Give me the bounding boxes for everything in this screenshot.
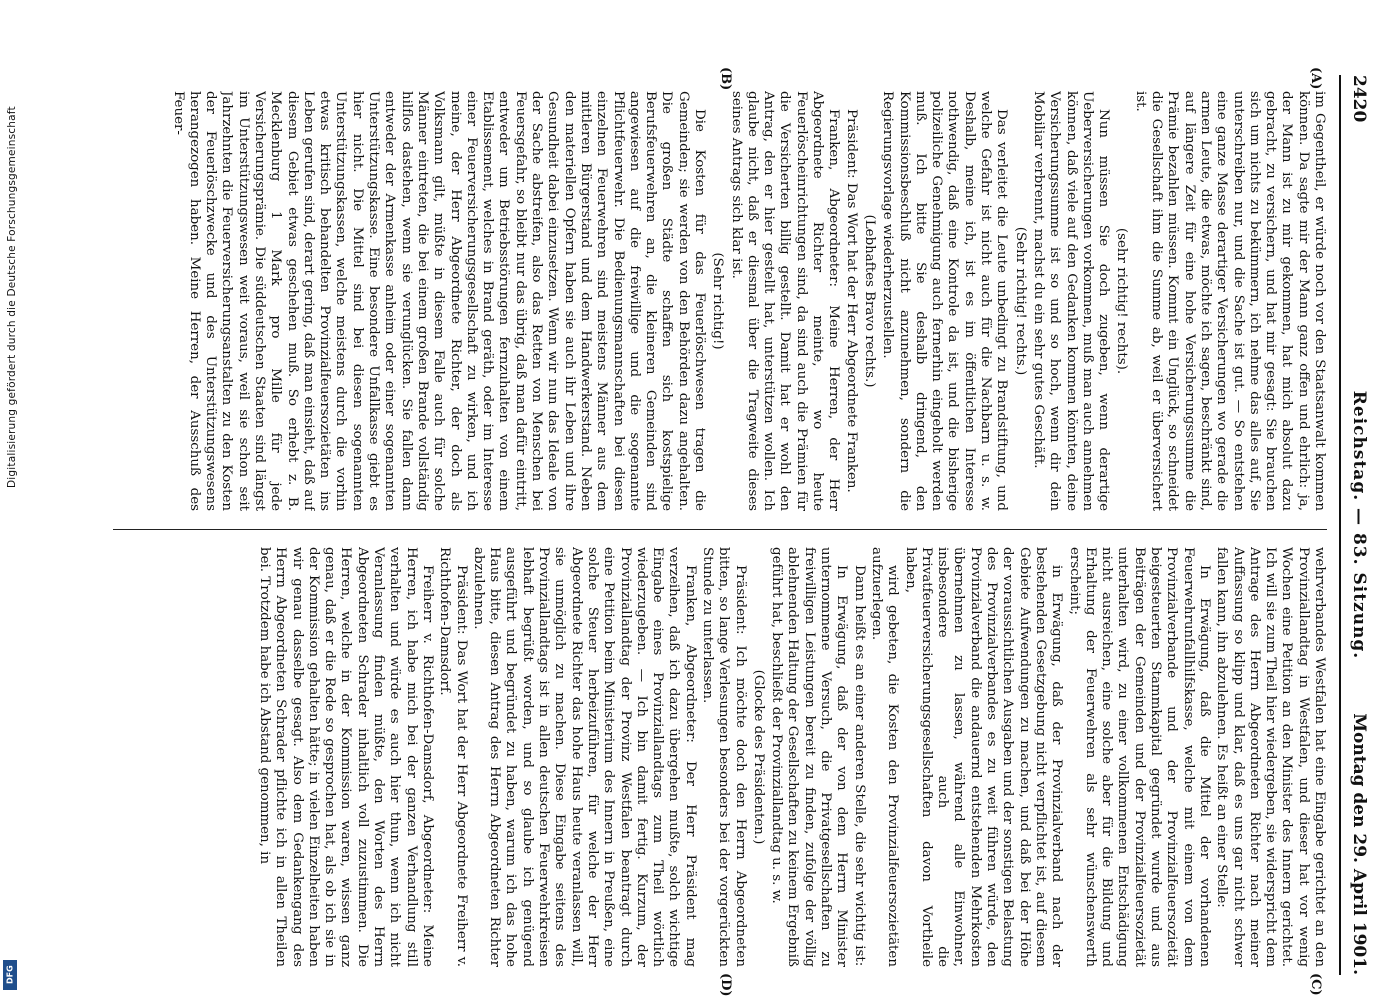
- dfg-logo: DFG: [3, 960, 17, 990]
- margin-marker-d: (D): [718, 973, 733, 997]
- interjection: (Glocke des Präsidenten.): [750, 669, 766, 845]
- quoted-paragraph: in Erwägung, daß der Provinzialverband nach der bestehenden Gesetzgebung nicht verpflichtet ist, auf diesem Gebiete Aufwendungen zu machen, und daß bei der Höhe der voraussichtlichen Ausgaben und der sonstigen Belastung des Provinzialverbandes es zu weit führen würde, den Provinzialverband die andauernd entstehenden Mehrkosten übernehmen zu lassen, während alle Einwohner, insbesondere auch die Privatfeuerversicherungsgesellschaften davon Vortheile haben,: [902, 547, 1065, 967]
- paragraph: Dann heißt es an einer anderen Stelle, die sehr wichtig ist:: [851, 565, 867, 967]
- paragraph: Die Kosten für das Feuerlöschwesen tragen die Gemeinden; sie werden von den Behörden dazu angehalten. Die großen Städte schaffen sich kostspielige Berufsfeuerwehren an, die kleineren Gemeinden sind angewiesen auf die freiwillige und die sogenannte Pflichtfeuerwehr. Die Bedienungsmannschaften bei diesen einzelnen Feuerwehren sind meistens Männer aus dem mittleren Bürgerstand und dem Handwerkerstand. Neben den materiellen Opfern haben sie auch ihr Leben und ihre Gesundheit dabei einzusetzen. Wenn wir nun das Ideale von der Sache abstreifen, also das Retten von Menschen bei Feuersgefahr, so bleibt nur das übrig, daß man dafür eintritt, entweder um Betriebsstörungen fernzuhalten von einem Etablissement, welches in Brand geräth, oder im Interesse einer Feuerversicherungsgesellschaft zu wirken, und ich meine, der Herr Abgeordnete Richter, der doch als Volksmann gilt, müßte in diesem Falle auch für solche Männer eintreten, die bei einem großen Brande vollständig hilflos dastehen, wenn sie verunglücken. Sie fallen dann entweder der Armenkasse anheim oder einer sogenannten Unterstützungskasse. Eine besondere Unfallkasse giebt es hier nicht. Die Mittel sind bei diesen sogenannten Unterstützungskassen, welche meistens durch die vorhin etwas kritisch behandelten Provinzialfeuersozietäten ins Leben gerufen sind, derart gering, daß man einsieht, daß auf diesem Gebiet etwas geschehen muß. So erhebt z. B. Mecklenburg 1 Mark pro Mille für jede Versicherungsprämie. Die süddeutschen Staaten sind längst im Unterstützungswesen weit voraus, weil sie schon seit Jahrzehnten die Feuerversicherungsanstalten zu den Kosten der Feuerlöschzwecke und des Unterstützungswesens herangezogen haben. Meine Herren, der Ausschuß des Feuer-: [170, 91, 708, 511]
- margin-marker-b: (B): [718, 67, 733, 91]
- paragraph: wehrverbandes Westfalen hat eine Eingabe gerichtet an den Provinziallandtag in Westfalen, und dieser hat vor wenig Wochen eine Petition an den Minister des Innern gerichtet. Ich will sie zum Theil hier wiedergeben, sie widerspricht dem Antrage des Herrn Abgeordneten Richter nach meiner Auffassung so klipp und klar, daß es uns gar nicht schwer fallen kann, ihn abzulehnen. Es heißt an einer Stelle:: [1214, 547, 1327, 967]
- margin-marker-a: (A): [1308, 67, 1323, 90]
- interjection: (Lebhaftes Bravo rechts.): [861, 214, 877, 388]
- digitization-credit: Digitalisierung gefördert durch die Deutsche Forschungsgemeinschaft: [6, 106, 18, 488]
- quoted-paragraph: In Erwägung, daß der von dem Herrn Minister unternommene Versuch, die Privatgesellschaften zu freiwilligen Leistungen bereit zu finden, zufolge der völlig ablehnenden Haltung der Gesellschaften zu keinem Ergebniß geführt hat, beschließt der Provinziallandtag u. s. w.: [769, 547, 850, 967]
- margin-marker-c: (C): [1308, 973, 1323, 996]
- interjection: (Sehr richtig! rechts.): [1012, 226, 1028, 376]
- speaker-paragraph: Präsident: Das Wort hat der Herr Abgeordnete Franken.: [843, 109, 859, 493]
- speaker-paragraph: Franken, Abgeordneter: Der Herr Präsident mag verzeihen, daß ich dazu übergehen mußte, solch wichtige Eingabe eines Provinziallandtags zum Theil wörtlich wiederzugeben. — Ich bin damit fertig. Kurzum, der Provinziallandtag der Provinz Westfalen beantragt durch eine Petition beim Ministerium des Innern in Preußen, eine solche Steuer herbeizuführen, für welche der Herr Abgeordnete Richter das hohe Haus heute veranlassen will, sie unmöglich zu machen. Diese Eingabe seitens des Provinziallandtags ist in allen deutschen Feuerwehrkreisen lebhaft begrüßt worden, und so glaube ich genügend ausgeführt und begründet zu haben, warum ich das hohe Haus bitte, diesen Antrag des Herrn Abgeordneten Richter abzulehnen.: [470, 547, 698, 967]
- column-divider: [113, 529, 1327, 530]
- right-column: [113, 547, 1327, 967]
- paragraph: im Gegentheil, er würde noch vor den Staatsanwalt kommen können. Da sagte mir der Mann ganz offen und ehrlich: ja, der Mann ist zu mir gekommen, hat mich absolut dazu gebracht, zu versichern, und hat mir gesagt: Sie brauchen sich um nichts zu bekümmern, ich nehme das alles auf, Sie unterschreiben nur, und die Sache ist gut. — So entstehen eine ganze Masse derartiger Versicherungen wo gerade die armen Leute, die etwas, möchte ich sagen, beschränkt sind, auf längere Zeit für eine hohe Versicherungssumme die Prämie bezahlen müssen. Kommt ein Unglück, so schneidet die Gesellschaft ihm die Summe ab, weil er überversichert ist.: [1132, 91, 1327, 511]
- left-column: [113, 91, 1327, 511]
- speaker-paragraph: Freiherr v. Richthofen-Damsdorf, Abgeordneter: Meine Herren, ich habe mich bei der ganzen Verhandlung still verhalten und würde es auch hier thun, wenn ich nicht Veranlassung finden müßte, den Worten des Herrn Abgeordneten Schrader inhaltlich voll zuzustimmen. Die Herren, welche in der Kommission waren, wissen ganz genau, daß er die Rede so gesprochen hat, als ob ich sie in der Kommission gehalten hätte; in vielen Einzelheiten haben wir genau dasselbe gesagt. Also dem Gedankengang des Herrn Abgeordneten Schrader pflichte ich in allen Theilen bei. Trotzdem habe ich Abstand genommen, in: [257, 547, 435, 967]
- quoted-paragraph: In Erwägung, daß die Mittel der vorhandenen Feuerwehrunfallhilfskasse, welche mit einem von dem Provinzialverbande und der Provinzialfeuersozietät beigesteuerten Stammkapital gegründet wurde und aus Beiträgen der Gemeinden und der Provinzialfeuersozietät unterhalten wird, zu einer vollkommenen Entschädigung nicht ausreichen, eine solche aber für die Bildung und Erhaltung der Feuerwehren als sehr wünschenswerth erscheint;: [1066, 547, 1212, 967]
- session-title: Reichstag. — 83. Sitzung.: [1349, 390, 1369, 660]
- paragraph: Nun müssen Sie doch zugeben, wenn derartige Ueberversicherungen vorkommen, muß man auch annehmen können, daß viele auf den Gedanken kommen könnten, deine Versicherungssumme ist so und so hoch, wenn dir dein Mobiliar verbrennt, machst du ein sehr gutes Geschäft.: [1030, 91, 1112, 511]
- quoted-paragraph: wird gebeten, die Kosten den Provinzialfeuersozietäten aufzuerlegen.: [868, 547, 901, 967]
- speaker-paragraph: Franken, Abgeordneter: Meine Herren, der Herr Abgeordnete Richter meinte, wo heute Feuerlöscheinrichtungen sind, da sind auch die Prämien für die Versicherten billig gestellt. Damit hat er wohl den Antrag, den er hier gestellt hat, unterstützen wollen. Ich glaube nicht, daß er diesmal über die Tragweite dieses seines Antrags sich klar ist.: [728, 91, 842, 511]
- interjection: (Sehr richtig!): [710, 252, 726, 350]
- page-number: 2420: [1349, 75, 1369, 123]
- session-date: Montag den 29. April 1901.: [1349, 713, 1369, 975]
- document-page: [95, 55, 1383, 995]
- speaker-paragraph: Präsident: Das Wort hat der Herr Abgeordnete Freiherr v. Richthofen-Damsdorf.: [437, 547, 469, 967]
- page-header: [1339, 75, 1369, 975]
- speaker-paragraph: Präsident: Ich möchte doch den Herrn Abgeordneten bitten, so lange Verlesungen besonders bei der vorgerückten Stunde zu unterlassen.: [700, 547, 748, 967]
- paragraph: Das verleitet die Leute unbedingt zu Brandstiftung, und welche Gefahr ist nicht auch für die Nachbarn u. s. w. Deshalb, meine ich, ist es im öffentlichen Interesse nothwendig, daß eine Kontrole da ist, und die bisherige polizeiliche Genehmigung auch fernerhin eingeholt werden muß. Ich bitte Sie deshalb dringend, den Kommissionsbeschluß nicht anzunehmen, sondern die Regierungsvorlage wiederherzustellen.: [880, 91, 1010, 511]
- interjection: (sehr richtig! rechts).: [1114, 227, 1130, 375]
